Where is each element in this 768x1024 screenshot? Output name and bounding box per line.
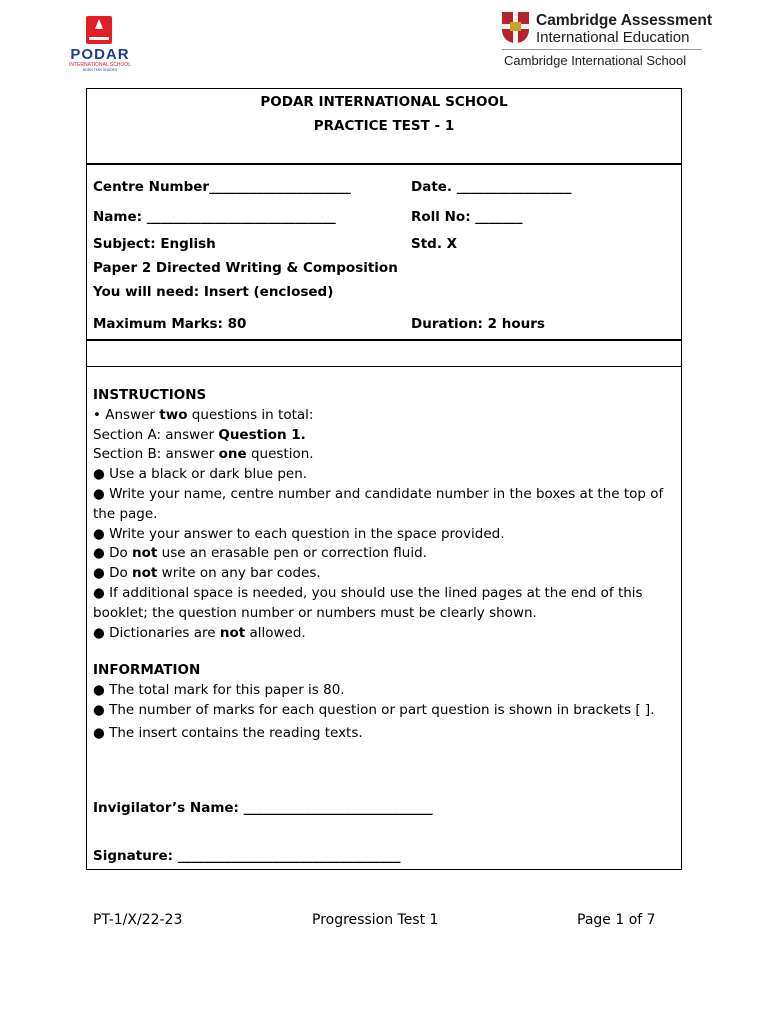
podar-logo-tagline: BORN THIN SHADES	[82, 68, 118, 72]
title-divider	[86, 163, 682, 165]
instruction-item: ● Dictionaries are not allowed.	[93, 624, 306, 641]
podar-logo	[62, 16, 138, 72]
name-field[interactable]: Name: ____________________________	[93, 209, 336, 225]
instructions-heading: INSTRUCTIONS	[93, 387, 207, 403]
cambridge-shield-icon	[502, 12, 529, 43]
podar-logo-name: PODAR	[70, 46, 130, 63]
footer-code: PT-1/X/22-23	[93, 912, 183, 928]
instruction-item: ● Write your answer to each question in the space provided.	[93, 525, 505, 542]
footer-page-number: Page 1 of 7	[577, 912, 656, 928]
podar-emblem-icon	[86, 16, 112, 44]
cambridge-logo-line2: International Education	[536, 29, 690, 46]
centre-number-field[interactable]: Centre Number_____________________	[93, 179, 351, 195]
invigilator-name-field[interactable]: Invigilator’s Name: ____________________________	[93, 800, 433, 816]
blank-row-divider	[86, 366, 682, 367]
test-title: PRACTICE TEST - 1	[313, 118, 455, 134]
instruction-item: ● Write your name, centre number and candidate number in the boxes at the top of the page.	[93, 485, 664, 522]
footer-test-name: Progression Test 1	[312, 912, 439, 928]
information-item: ● The insert contains the reading texts.	[93, 724, 363, 741]
you-will-need-label: You will need: Insert (enclosed)	[93, 284, 334, 300]
cambridge-logo-line1: Cambridge Assessment	[536, 12, 713, 29]
podar-logo-subtitle: INTERNATIONAL SCHOOL	[69, 62, 131, 68]
roll-no-field[interactable]: Roll No: _______	[411, 209, 523, 225]
information-heading: INFORMATION	[93, 662, 201, 679]
instruction-item: ● Do not write on any bar codes.	[93, 565, 321, 582]
std-label: Std. X	[411, 236, 458, 252]
subject-label: Subject: English	[93, 236, 216, 252]
signature-field[interactable]: Signature: _________________________________	[93, 848, 401, 864]
information-item: ● The number of marks for each question or part question is shown in brackets [ ].	[93, 701, 655, 718]
instructions-section	[93, 386, 673, 744]
date-field[interactable]: Date. _________________	[411, 179, 572, 195]
instruction-item: Section B: answer one question.	[93, 446, 314, 463]
instruction-item: • Answer two questions in total:	[93, 406, 314, 423]
duration-label: Duration: 2 hours	[411, 316, 545, 332]
instruction-item: ● Do not use an erasable pen or correction fluid.	[93, 545, 427, 562]
school-title: PODAR INTERNATIONAL SCHOOL	[260, 94, 508, 110]
details-divider	[86, 339, 682, 341]
instruction-item: ● Use a black or dark blue pen.	[93, 466, 308, 483]
cambridge-logo	[502, 12, 713, 70]
paper-label: Paper 2 Directed Writing & Composition	[93, 260, 398, 276]
cambridge-logo-line3: Cambridge International School	[504, 53, 687, 68]
max-marks-label: Maximum Marks: 80	[93, 316, 247, 332]
instruction-item: ● If additional space is needed, you should use the lined pages at the end of this booklet; the question number or numbers must be clearly shown.	[93, 584, 643, 621]
instruction-item: Section A: answer Question 1.	[93, 426, 306, 443]
information-item: ● The total mark for this paper is 80.	[93, 682, 345, 699]
cambridge-logo-divider	[502, 49, 702, 50]
